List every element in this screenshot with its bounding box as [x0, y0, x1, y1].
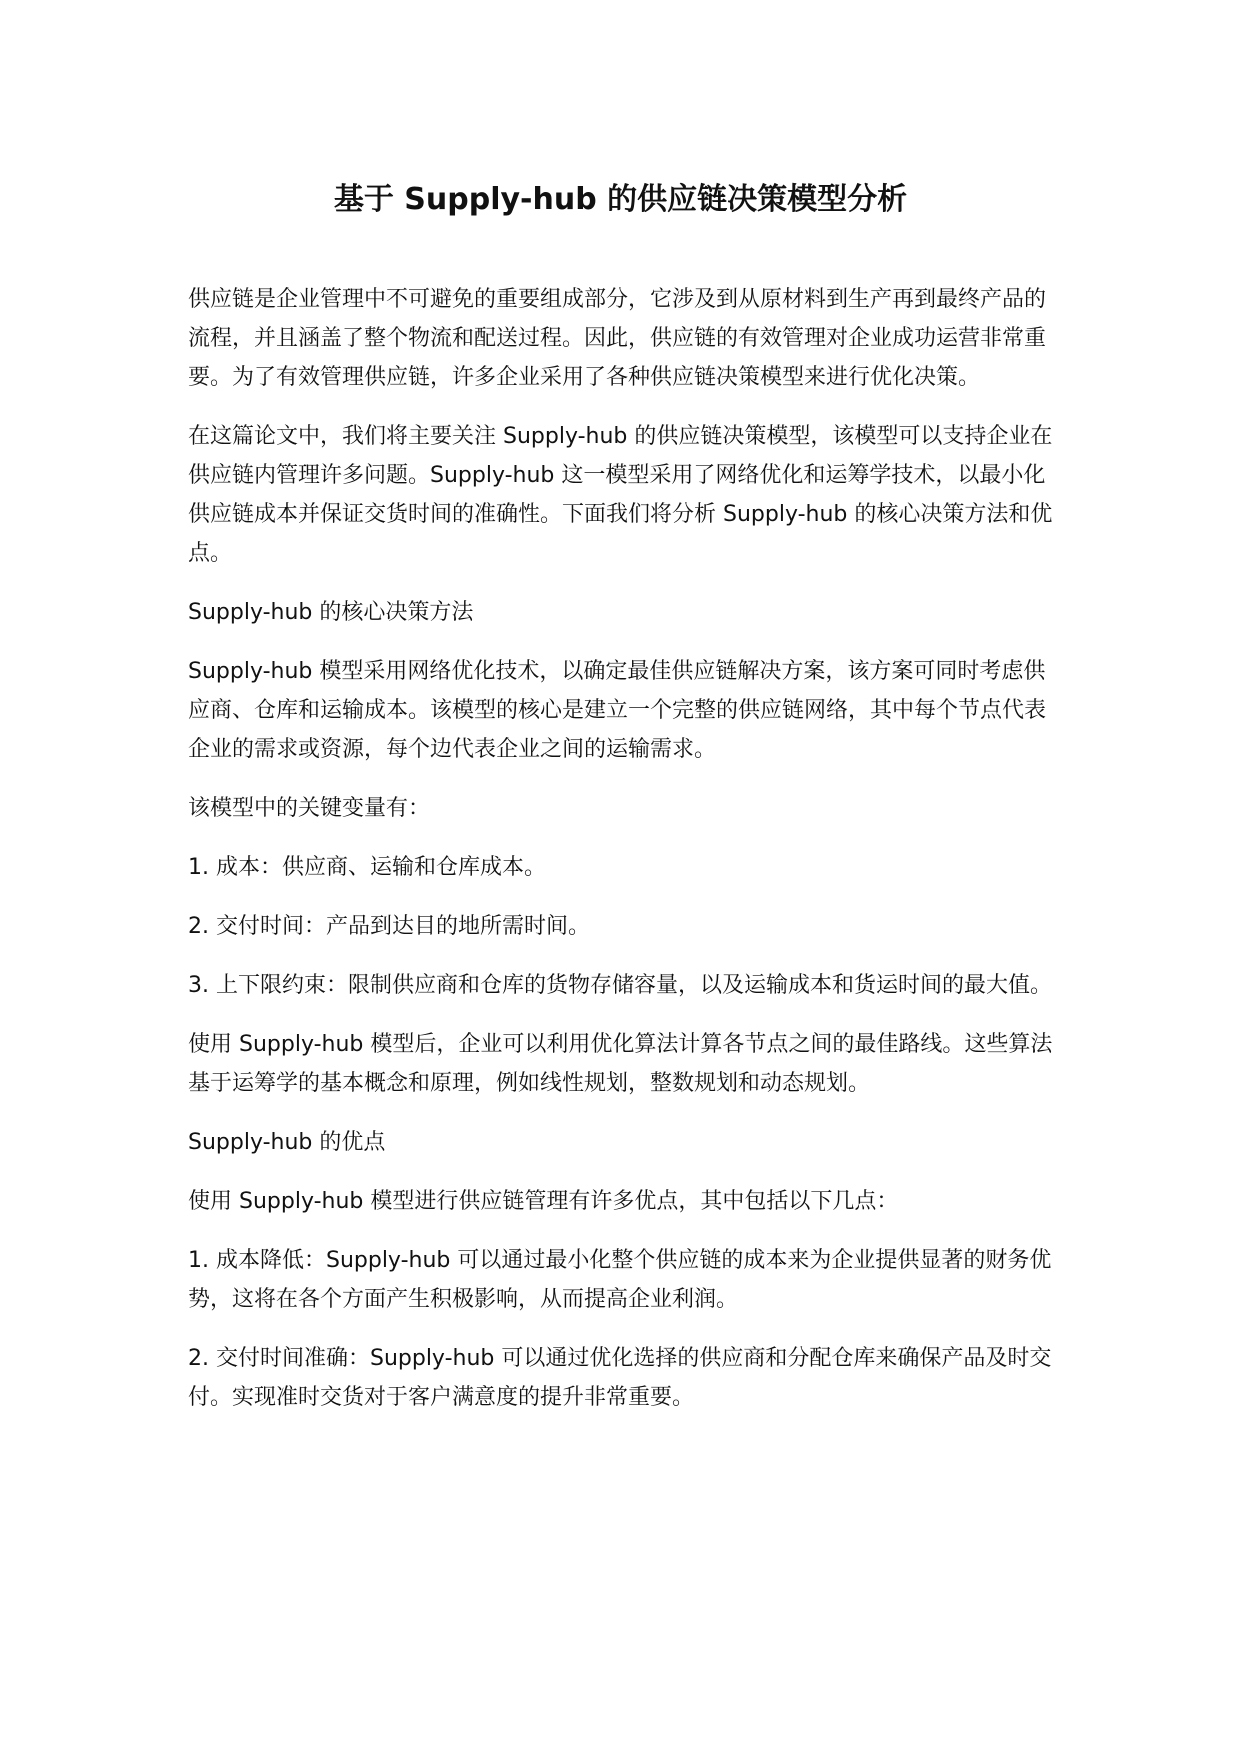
section-heading-advantages: Supply-hub 的优点 — [188, 1130, 386, 1155]
list-item: 1. 成本：供应商、运输和仓库成本。 — [188, 855, 546, 880]
document-body — [188, 280, 1054, 1437]
focus-paragraph: 在这篇论文中，我们将主要关注 Supply-hub 的供应链决策模型，该模型可以支持企业在供应链内管理许多问题。Supply-hub 这一模型采用了网络优化和运筹学技术，以最小化供应链成本并保证交货时间的准确性。下面我们将分析 Supply-hub 的核心决策方法和优点。 — [188, 424, 1053, 566]
section-heading-core-method: Supply-hub 的核心决策方法 — [188, 600, 474, 625]
list-item: 1. 成本降低：Supply-hub 可以通过最小化整个供应链的成本来为企业提供显著的财务优势，这将在各个方面产生积极影响，从而提高企业利润。 — [188, 1248, 1052, 1312]
algorithm-paragraph: 使用 Supply-hub 模型后，企业可以利用优化算法计算各节点之间的最佳路线。这些算法基于运筹学的基本概念和原理，例如线性规划，整数规划和动态规划。 — [188, 1032, 1053, 1096]
intro-paragraph: 供应链是企业管理中不可避免的重要组成部分，它涉及到从原材料到生产再到最终产品的流程，并且涵盖了整个物流和配送过程。因此，供应链的有效管理对企业成功运营非常重要。为了有效管理供应链，许多企业采用了各种供应链决策模型来进行优化决策。 — [188, 287, 1047, 390]
advantages-intro: 使用 Supply-hub 模型进行供应链管理有许多优点，其中包括以下几点： — [188, 1189, 899, 1214]
list-item: 2. 交付时间准确：Supply-hub 可以通过优化选择的供应商和分配仓库来确保产品及时交付。实现准时交货对于客户满意度的提升非常重要。 — [188, 1346, 1052, 1410]
list-item: 2. 交付时间：产品到达目的地所需时间。 — [188, 914, 590, 939]
list-item: 3. 上下限约束：限制供应商和仓库的货物存储容量，以及运输成本和货运时间的最大值。 — [188, 973, 1052, 998]
page-title: 基于 Supply-hub 的供应链决策模型分析 — [333, 182, 908, 217]
method-paragraph: Supply-hub 模型采用网络优化技术，以确定最佳供应链解决方案，该方案可同时考虑供应商、仓库和运输成本。该模型的核心是建立一个完整的供应链网络，其中每个节点代表企业的需求或资源，每个边代表企业之间的运输需求。 — [188, 659, 1047, 762]
key-variables-intro: 该模型中的关键变量有： — [188, 796, 431, 821]
